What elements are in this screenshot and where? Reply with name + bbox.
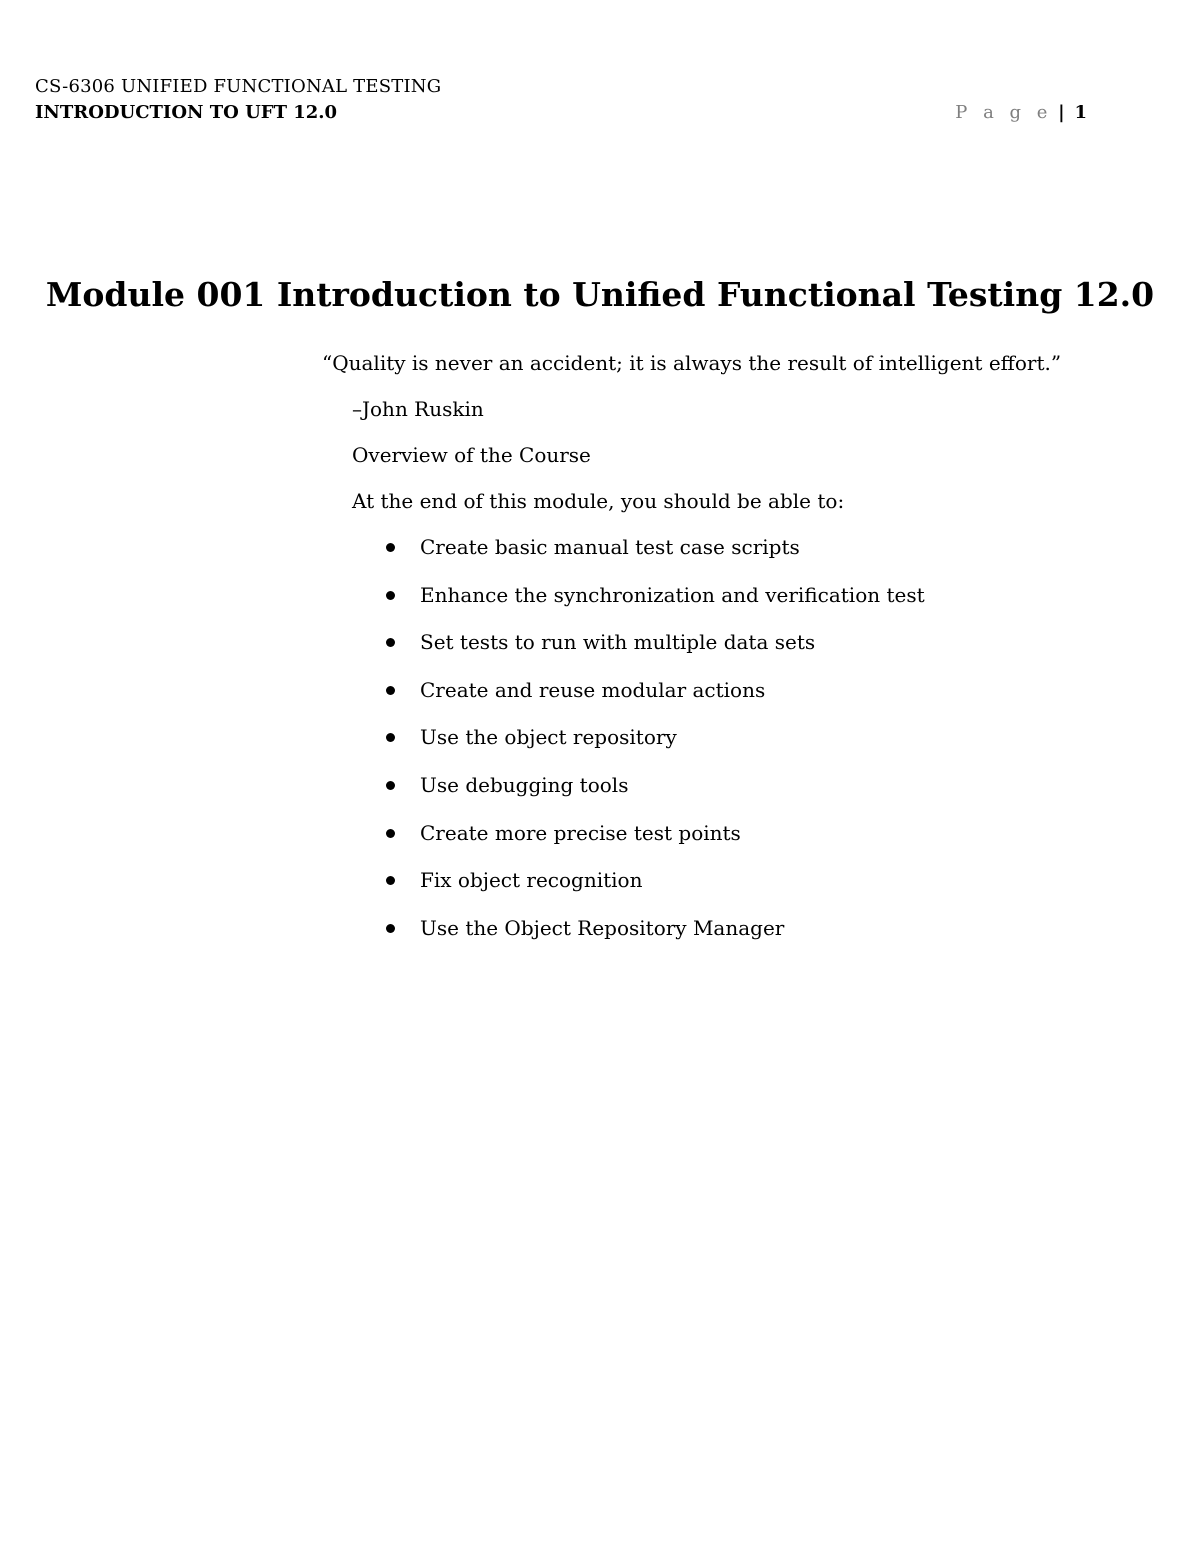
- bullet-icon: [386, 686, 395, 695]
- objective-text: Use the object repository: [420, 725, 677, 750]
- list-item: [352, 913, 925, 943]
- list-item: [352, 627, 925, 657]
- list-item: [352, 865, 925, 895]
- page-indicator: [955, 100, 1087, 126]
- bullet-icon: [386, 733, 395, 742]
- course-code: CS-6306 UNIFIED FUNCTIONAL TESTING: [35, 76, 442, 97]
- list-item: [352, 675, 925, 705]
- objective-text: Enhance the synchronization and verification test: [420, 582, 925, 607]
- quote-text: “Quality is never an accident; it is always the result of intelligent effort.”: [322, 351, 1062, 375]
- objectives-intro: At the end of this module, you should be able to:: [352, 489, 845, 513]
- list-item: [352, 532, 925, 562]
- page-number: 1: [1074, 102, 1087, 123]
- objective-text: Create more precise test points: [420, 820, 741, 845]
- page-header: [35, 74, 1087, 126]
- bullet-icon: [386, 781, 395, 790]
- list-item: [352, 722, 925, 752]
- bullet-icon: [386, 924, 395, 933]
- objective-text: Create basic manual test case scripts: [420, 535, 800, 559]
- bullet-icon: [386, 638, 395, 647]
- quote-author: –John Ruskin: [352, 397, 484, 421]
- objective-text: Fix object recognition: [420, 868, 643, 893]
- list-item: [352, 770, 925, 800]
- page-label: P a g e: [955, 102, 1053, 123]
- list-item: [352, 580, 925, 610]
- bullet-icon: [386, 829, 395, 838]
- page-title: Module 001 Introduction to Unified Functional Testing 12.0: [45, 275, 1155, 315]
- objective-text: Use the Object Repository Manager: [420, 915, 785, 940]
- overview-heading: Overview of the Course: [352, 443, 591, 467]
- objective-text: Use debugging tools: [420, 772, 629, 797]
- document-subtitle: INTRODUCTION TO UFT 12.0: [35, 102, 338, 123]
- header-row: [35, 100, 1087, 126]
- bullet-icon: [386, 591, 395, 600]
- page-separator: |: [1058, 102, 1065, 123]
- objective-text: Set tests to run with multiple data sets: [420, 630, 816, 655]
- bullet-icon: [386, 876, 395, 885]
- bullet-icon: [386, 543, 395, 552]
- objective-text: Create and reuse modular actions: [420, 677, 766, 702]
- list-item: [352, 818, 925, 848]
- objectives-list: [352, 532, 925, 943]
- body-content: [352, 394, 925, 960]
